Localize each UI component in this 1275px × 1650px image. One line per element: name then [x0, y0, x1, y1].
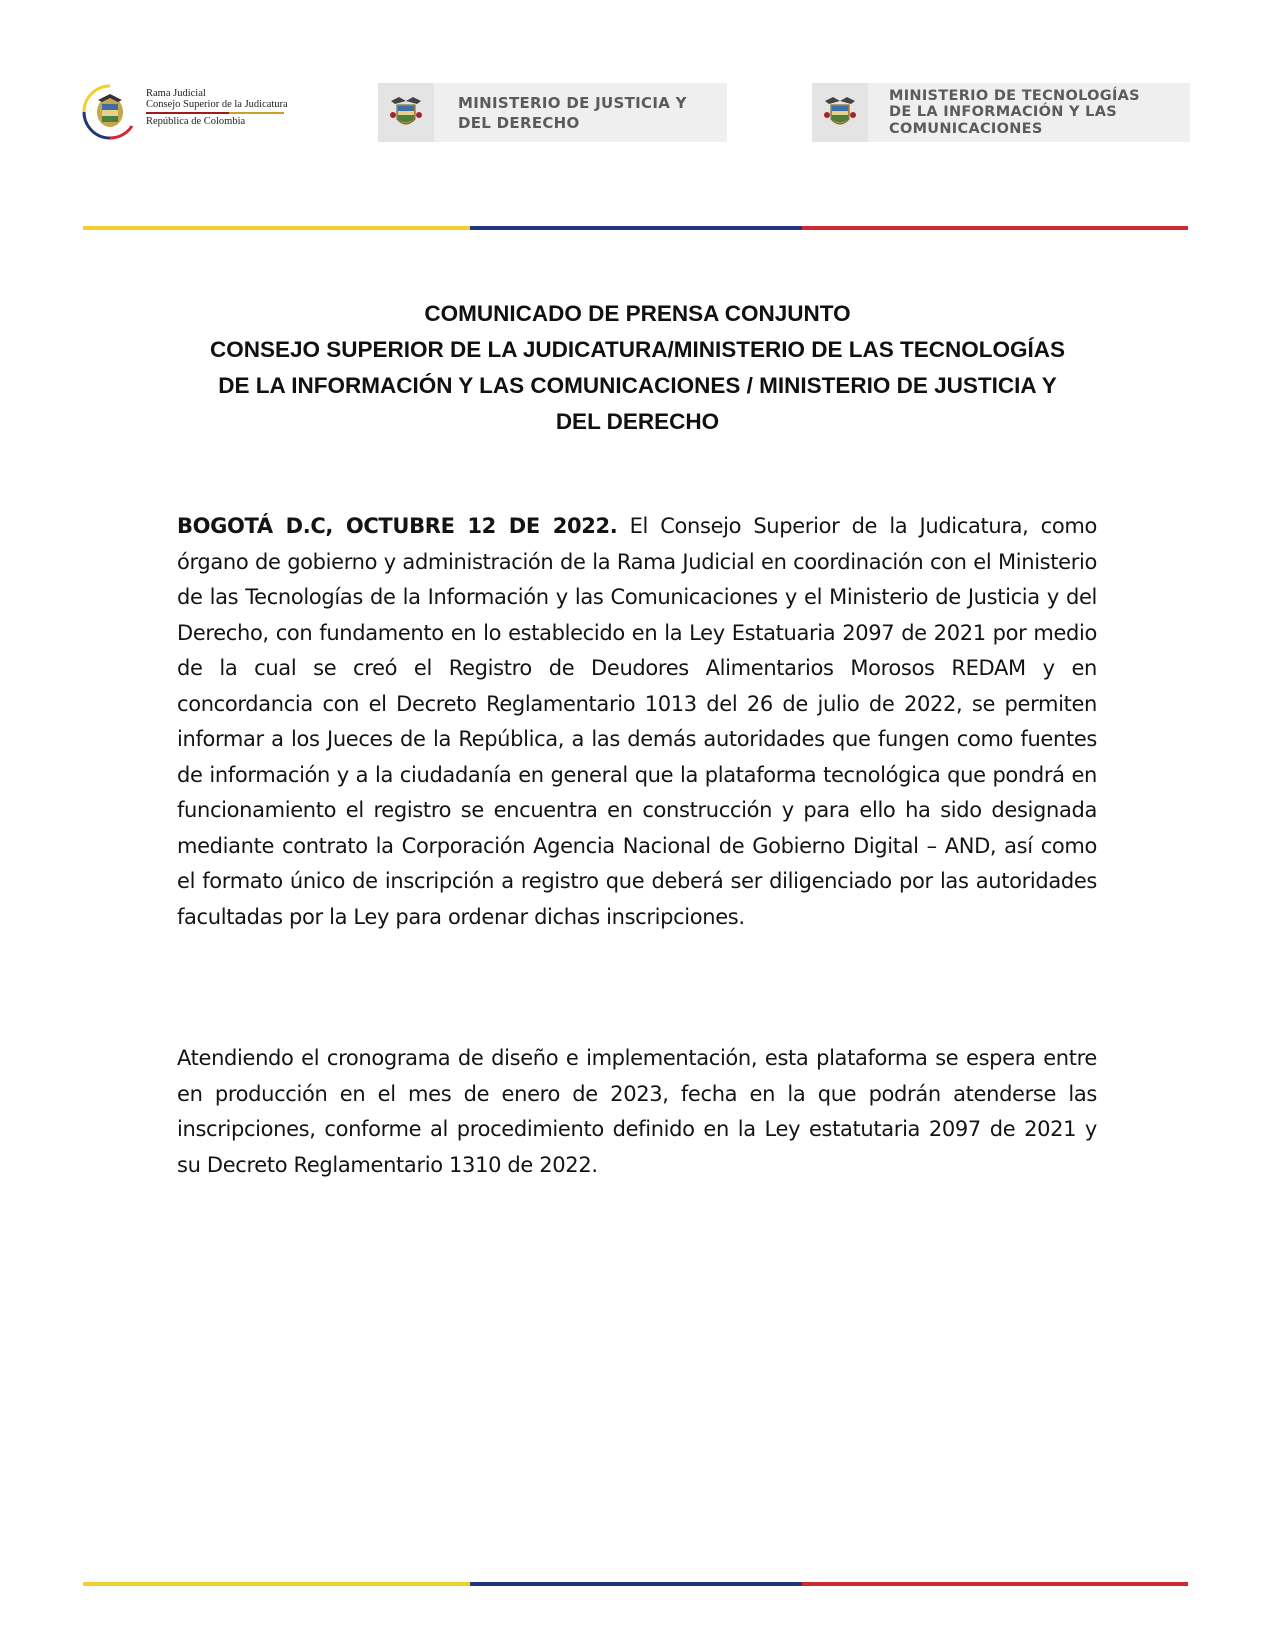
body-paragraph-2: Atendiendo el cronograma de diseño e implementación, esta plataforma se espera entre en producción en el mes de enero de 2023, fecha en la que podrán atenderse las inscripciones, conforme al procedimiento definido en la Ley estatutaria 2097 de 2021 y su Decreto Reglamentario 1310 de 2022. — [177, 1046, 1097, 1177]
title-line1: COMUNICADO DE PRENSA CONJUNTO — [424, 301, 851, 326]
rama-judicial-logo — [80, 82, 300, 144]
rama-judicial-line2: Consejo Superior de la Judicatura — [146, 99, 288, 110]
ministry-tic-line1: MINISTERIO DE TECNOLOGÍAS — [889, 87, 1140, 104]
ministry-justice-line2: DEL DERECHO — [458, 113, 580, 132]
ministry-justice-logo — [378, 83, 727, 142]
rule-yellow-segment — [83, 1582, 470, 1586]
rule-blue-segment — [470, 226, 802, 230]
rule-yellow-segment — [83, 226, 470, 230]
rama-judicial-line1: Rama Judicial — [146, 88, 206, 99]
body-paragraph-1-text: El Consejo Superior de la Judicatura, como órgano de gobierno y administración de la Rama Judicial en coordinación con el Ministerio de las Tecnologías de la Información y las Comunicaciones y el Ministerio de Justicia y del Derecho, con fundamento en lo establecido en la Ley Estatuaria 2097 de 2021 por medio de la cual se creó el Registro de Deudores Alimentarios Morosos REDAM y en concordancia con el Decreto Reglamentario 1013 del 26 de julio de 2022, se permiten informar a los Jueces de la República, a las demás autoridades que fungen como fuentes de información y a la ciudadanía en general que la plataforma tecnológica que pondrá en funcionamiento el registro se encuentra en construcción y para ello ha sido designada mediante contrato la Corporación Agencia Nacional de Gobierno Digital – AND, así como el formato único de inscripción a registro que deberá ser diligenciado por las autoridades facultadas por la Ley para ordenar dichas inscripciones. — [177, 514, 1097, 929]
ministry-justice-line1: MINISTERIO DE JUSTICIA Y — [458, 93, 687, 112]
title-line4: DEL DERECHO — [555, 409, 720, 434]
body-paragraph-1 — [177, 509, 1097, 935]
rama-judicial-divider — [146, 112, 284, 114]
dateline: BOGOTÁ D.C, OCTUBRE 12 DE 2022. — [177, 514, 618, 538]
footer-tricolor-rule — [83, 1582, 1188, 1586]
title-line2: CONSEJO SUPERIOR DE LA JUDICATURA/MINISTERIO DE LAS TECNOLOGÍAS — [209, 337, 1066, 362]
ministry-justice-name — [434, 93, 687, 133]
rule-blue-segment — [470, 1582, 802, 1586]
colombia-coat-of-arms-icon — [378, 83, 434, 142]
ministry-tic-name — [868, 88, 1140, 138]
ministry-tic-line2: DE LA INFORMACIÓN Y LAS — [889, 104, 1117, 121]
ministry-tic-logo — [812, 83, 1190, 142]
header-tricolor-rule — [83, 226, 1188, 230]
press-release-title — [160, 296, 1115, 440]
ministry-tic-line3: COMUNICACIONES — [889, 120, 1043, 137]
rama-judicial-text — [146, 88, 288, 127]
title-line3: DE LA INFORMACIÓN Y LAS COMUNICACIONES / MINISTERIO DE JUSTICIA Y — [218, 373, 1057, 398]
rama-judicial-emblem-icon — [80, 82, 140, 142]
rama-judicial-line3: República de Colombia — [146, 116, 246, 127]
rule-red-segment — [802, 226, 1188, 230]
colombia-coat-of-arms-icon — [812, 83, 868, 142]
rule-red-segment — [802, 1582, 1188, 1586]
